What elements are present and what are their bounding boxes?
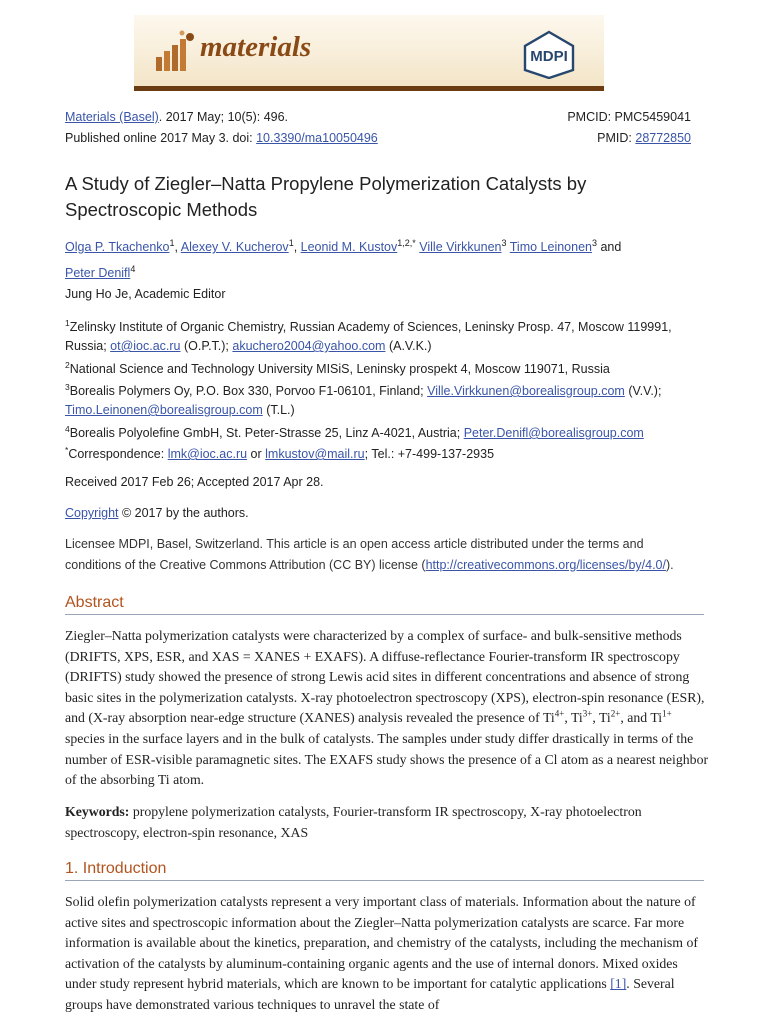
reference-link[interactable]: [1] [610,976,627,992]
journal-link[interactable]: Materials (Basel) [65,110,159,124]
published-text: Published online 2017 May 3. doi: [65,131,257,145]
abstract-text: Ziegler–Natta polymerization catalysts were characterized by a complex of surface- and bulk-sensitive methods (DRIFTS, XPS, ESR, and XAS = XANES + EXAFS). A diffuse-reflectance Fourier-transform IR spectroscopy (DRIFTS) study showed the presence of strong Lewis acid sites in different concentrations and absence of strong basic sites in the polymerization catalysts. X-ray photoelectron spectroscopy (XPS), electron-spin resonance (ESR), and (X-ray absorption near-edge structure (XANES) analysis revealed the presence of Ti [65,628,705,726]
author-sup: 1,2,* [397,238,416,248]
author-list [65,232,705,284]
charge-sup: 3+ [582,708,593,719]
email-link[interactable]: ot@ioc.ac.ru [110,339,181,353]
charge-sup: 2+ [610,708,621,719]
author-sup: 1 [288,238,294,248]
email-link[interactable]: Peter.Denifl@borealisgroup.com [463,426,644,441]
introduction-text: Solid olefin polymerization catalysts represent a very important class of materials. Information about the nature of active sites and spectroscopic information about the Ziegler–Natta polymerization catalysts are scarce. Far more information is available about the kinetics, preparation, and chemistry of the catalysts, including the mechanism of activation of the catalysts by aluminum-containing organic agents and the use of internal donors. Mixed oxides under study represent hybrid materials, which are known to be important for catalytic applications [65,894,698,992]
materials-logo-icon [152,29,198,75]
email-link[interactable]: akuchero2004@yahoo.com [232,339,386,353]
author-sep: and [597,240,622,255]
affiliation-3-cont [65,403,295,417]
pmcid: PMCID: PMC5459041 [567,110,691,124]
license-line-2 [65,558,674,572]
email-link[interactable]: Ville.Virkkunen@borealisgroup.com [427,384,625,399]
author-sup: 3 [501,238,507,248]
abstract-heading: Abstract [65,594,704,615]
author-link[interactable]: Timo Leinonen [509,240,592,255]
affiliation-note: (O.P.T.); [180,339,233,353]
mdpi-logo-text: MDPI [530,48,568,65]
affiliation-sup: 4 [65,424,70,434]
license-text: conditions of the Creative Commons Attribution (CC BY) license ( [65,558,426,572]
affiliation-sup: 1 [65,318,70,328]
author-sup: 4 [130,264,136,275]
author-link[interactable]: Ville Virkkunen [419,240,502,255]
abstract-text: , and Ti [620,710,663,726]
author-link[interactable]: Peter Denifl [65,266,131,281]
license-end: ). [665,558,674,572]
academic-editor: Jung Ho Je, Academic Editor [65,287,226,301]
copyright-link[interactable]: Copyright [65,506,119,520]
affiliation-3 [65,382,661,398]
email-link[interactable]: lmk@ioc.ac.ru [167,447,248,462]
affiliation-sup: 3 [65,382,70,392]
article-title: A Study of Ziegler–Natta Propylene Polymerization Catalysts by Spectroscopic Methods [65,173,587,220]
correspondence [65,445,494,461]
pmid-label: PMID: [597,131,636,145]
correspondence-label: Correspondence: [68,447,168,462]
affiliation-text: Russia; [65,339,111,353]
journal-banner[interactable] [134,15,604,91]
abstract-paragraph [65,626,709,791]
mdpi-logo-icon [518,29,580,79]
author-link[interactable]: Alexey V. Kucherov [180,240,289,255]
abstract-text: , Ti [592,710,611,726]
copyright-line [65,506,249,520]
doi-link[interactable]: 10.3390/ma10050496 [256,131,378,145]
abstract-text: , Ti [564,710,583,726]
pmid-line [597,131,691,145]
email-link[interactable]: lmkustov@mail.ru [265,447,365,462]
author-sup: 1 [169,238,175,248]
affiliation-text: National Science and Technology University MISiS, Leninsky prospekt 4, Moscow 119071, Russia [69,362,610,377]
charge-sup: 4+ [554,708,565,719]
author-sep: , [293,240,301,255]
received-dates: Received 2017 Feb 26; Accepted 2017 Apr 28. [65,475,324,489]
correspondence-or: or [247,447,266,462]
charge-sup: 1+ [662,708,672,719]
affiliation-text: Borealis Polymers Oy, P.O. Box 330, Porvoo F1-06101, Finland; [69,384,428,399]
affiliation-text: Zelinsky Institute of Organic Chemistry, Russian Academy of Sciences, Leninsky Prosp. 47, Moscow 119991, [69,320,672,335]
citation-line [65,110,288,124]
affiliation-note: (A.V.K.) [385,339,432,353]
journal-name: materials [200,31,312,63]
abstract-text: species in the surface layers and in the bulk of catalysts. The samples under study differ drastically in terms of the number of ESR-visible paramagnetic sites. The EXAFS study shows the presence of a Cl atom as a nearest neighbor of the absorbing Ti atom. [65,730,709,788]
correspondence-phone: ; Tel.: +7-499-137-2935 [364,447,495,462]
affiliation-text: Borealis Polyolefine GmbH, St. Peter-Strasse 25, Linz A-4021, Austria; [69,426,464,441]
introduction-paragraph [65,892,709,1016]
affiliation-note: (T.L.) [262,403,295,417]
affiliation-4 [65,424,644,440]
author-sep: , [174,240,181,255]
email-link[interactable]: Timo.Leinonen@borealisgroup.com [65,403,263,417]
license-line-1: Licensee MDPI, Basel, Switzerland. This article is an open access article distributed under the terms and [65,537,644,551]
affiliation-1 [65,318,672,334]
affiliation-sup: 2 [65,360,70,370]
copyright-text: © 2017 by the authors. [118,506,249,520]
author-sup: 3 [591,238,597,248]
affiliation-1-cont [65,339,432,353]
keywords-label: Keywords: [65,804,130,819]
author-link[interactable]: Olga P. Tkachenko [65,240,170,255]
affiliation-note: (V.V.); [624,384,662,399]
keywords-paragraph [65,802,709,843]
affiliation-2 [65,360,610,376]
pmid-link[interactable]: 28772850 [635,131,691,145]
author-link[interactable]: Leonid M. Kustov [300,240,398,255]
introduction-heading: 1. Introduction [65,860,704,881]
introduction-text: . Several groups have demonstrated various techniques to unravel the state of [65,976,675,1012]
license-link[interactable]: http://creativecommons.org/licenses/by/4.0/ [425,558,666,572]
citation-details: . 2017 May; 10(5): 496. [158,110,289,124]
affiliation-sup: * [65,445,69,455]
published-line [65,131,378,145]
keywords-text: propylene polymerization catalysts, Fourier-transform IR spectroscopy, X-ray photoelectron spectroscopy, electron-spin resonance, XAS [65,804,642,840]
